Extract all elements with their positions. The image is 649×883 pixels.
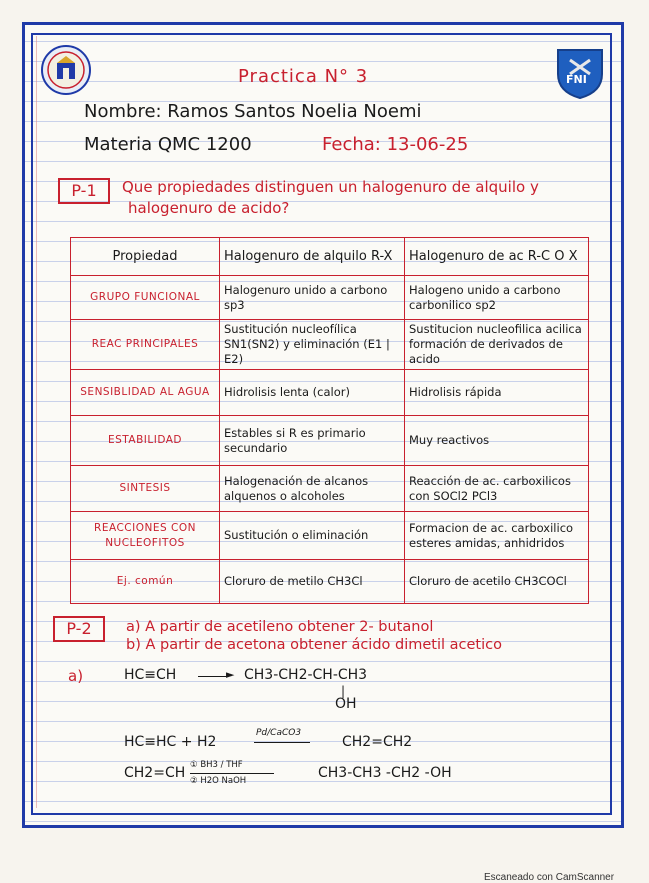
property-cell: ESTABILIDAD	[71, 416, 220, 466]
alquilo-cell: Hidrolisis lenta (calor)	[220, 370, 405, 416]
reaction3-catalyst-bottom: ② H2O NaOH	[190, 776, 247, 786]
property-cell: SINTESIS	[71, 466, 220, 512]
margin-line	[36, 36, 37, 808]
property-cell: GRUPO FUNCIONAL	[71, 276, 220, 320]
scanner-watermark: Escaneado con CamScanner	[484, 872, 615, 883]
alquilo-cell: Sustitución o eliminación	[220, 512, 405, 560]
fni-shield-icon	[554, 44, 606, 100]
acido-cell: Formacion de ac. carboxilico esteres amidas, anhidridos	[405, 512, 589, 560]
acido-cell: Muy reactivos	[405, 416, 589, 466]
fni-logo-text: FNI	[566, 73, 587, 86]
alquilo-cell: Halogenación de alcanos alquenos o alcoholes	[220, 466, 405, 512]
reaction2-right: CH2=CH2	[342, 734, 413, 750]
reaction3-right: CH3-CH3 -CH2 -OH	[318, 765, 452, 781]
table-row	[71, 320, 589, 370]
alquilo-cell: Estables si R es primario secundario	[220, 416, 405, 466]
page-title: Practica N° 3	[238, 66, 369, 87]
property-cell: REACCIONES CON NUCLEOFITOS	[71, 512, 220, 560]
course-code: Materia QMC 1200	[84, 134, 252, 155]
acido-cell: Hidrolisis rápida	[405, 370, 589, 416]
hydroxyl-group: OH	[335, 696, 357, 712]
comparison-table	[70, 237, 589, 604]
reaction3-catalyst-top: ① BH3 / THF	[190, 760, 243, 770]
p1-question-line1: Que propiedades distinguen un halogenuro de alquilo y	[122, 178, 539, 196]
reaction1-arrow	[198, 676, 228, 677]
table-row	[71, 276, 589, 320]
reaction1-right: CH3-CH2-CH-CH3	[244, 667, 368, 683]
alquilo-cell: Halogenuro unido a carbono sp3	[220, 276, 405, 320]
property-cell: REAC PRINCIPALES	[71, 320, 220, 370]
alquilo-cell: Cloruro de metilo CH3Cl	[220, 560, 405, 604]
p1-label-box: P-1	[58, 178, 110, 204]
acido-cell: Halogeno unido a carbono carbonilico sp2	[405, 276, 589, 320]
reaction3-arrow	[190, 773, 274, 774]
header-cell-property: Propiedad	[71, 238, 220, 276]
date-field: Fecha: 13-06-25	[322, 134, 469, 155]
p1-question-line2: halogenuro de acido?	[128, 199, 290, 217]
bond-bar: |	[341, 684, 346, 698]
reaction1-left: HC≡CH	[124, 667, 177, 683]
header-cell-acido: Halogenuro de ac R-C O X	[405, 238, 589, 276]
arrow-head-icon: ►	[226, 668, 235, 681]
table-row	[71, 512, 589, 560]
acido-cell: Cloruro de acetilo CH3COCl	[405, 560, 589, 604]
student-name: Nombre: Ramos Santos Noelia Noemi	[84, 101, 422, 122]
property-cell: Ej. común	[71, 560, 220, 604]
solution-label: a)	[68, 667, 84, 685]
alquilo-cell: Sustitución nucleofílica SN1(SN2) y eliminación (E1 | E2)	[220, 320, 405, 370]
property-cell: SENSIBLIDAD AL AGUA	[71, 370, 220, 416]
p2-label-box: P-2	[53, 616, 105, 642]
table-header-row	[71, 238, 589, 276]
table-row	[71, 560, 589, 604]
reaction2-catalyst: Pd/CaCO3	[256, 728, 302, 738]
table-row	[71, 370, 589, 416]
p2-item-b: b) A partir de acetona obtener ácido dimetil acetico	[126, 637, 502, 653]
university-crest-icon	[40, 44, 92, 96]
acido-cell: Reacción de ac. carboxilicos con SOCl2 PCl3	[405, 466, 589, 512]
reaction3-left: CH2=CH	[124, 765, 186, 781]
table-row	[71, 416, 589, 466]
header-cell-alquilo: Halogenuro de alquilo R-X	[220, 238, 405, 276]
p2-item-a: a) A partir de acetileno obtener 2- butanol	[126, 619, 434, 635]
acido-cell: Sustitucion nucleofilica acilica formación de derivados de acido	[405, 320, 589, 370]
reaction2-arrow	[254, 742, 310, 743]
reaction2-left: HC≡HC + H2	[124, 734, 217, 750]
table-row	[71, 466, 589, 512]
